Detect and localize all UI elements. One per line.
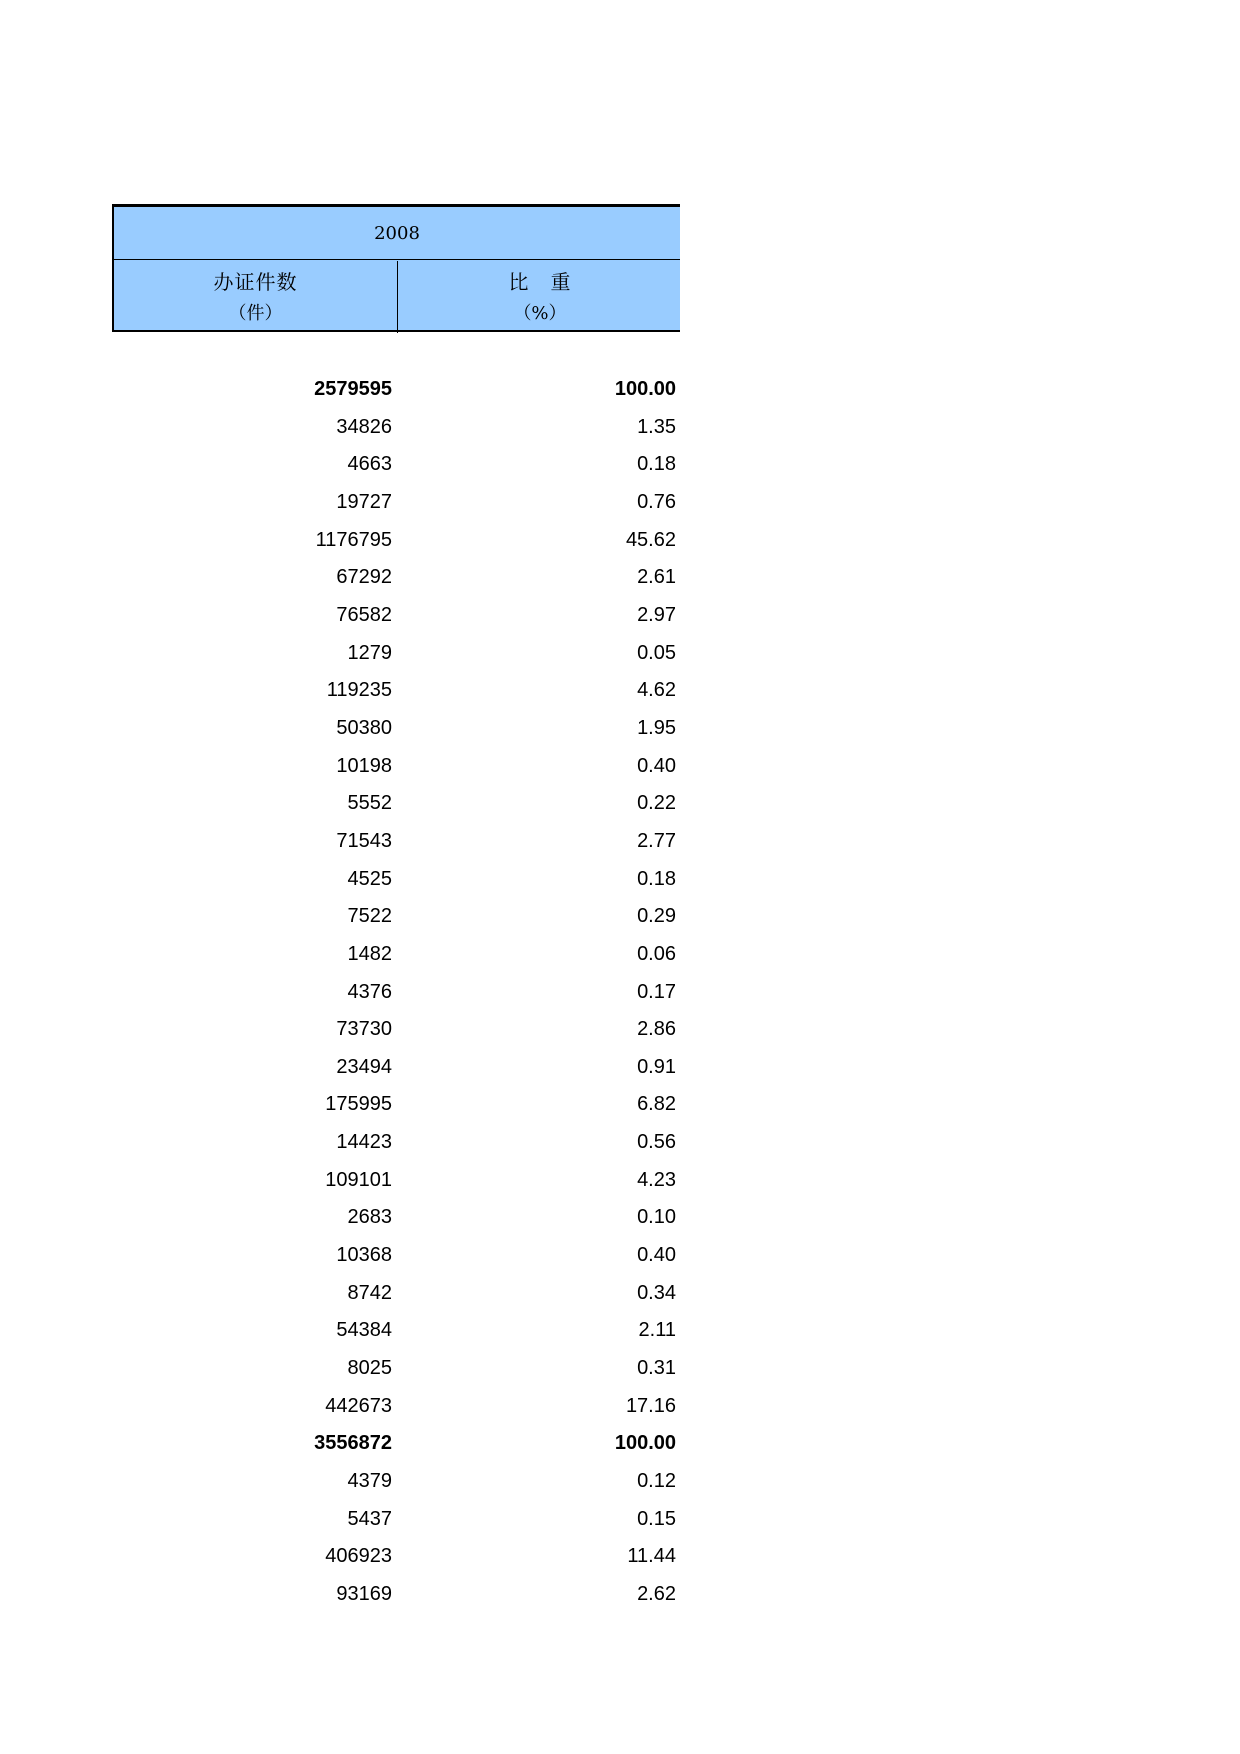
count-cell: 5552 — [347, 792, 392, 815]
share-cell: 0.18 — [637, 867, 676, 890]
count-cell: 175995 — [325, 1093, 392, 1116]
table-body — [112, 371, 680, 1614]
table-row-total — [112, 1425, 680, 1463]
table-row-total — [112, 371, 680, 409]
share-cell: 0.05 — [637, 641, 676, 664]
share-cell: 2.97 — [637, 603, 676, 626]
share-cell: 0.17 — [637, 980, 676, 1003]
share-cell: 17.16 — [625, 1394, 676, 1417]
count-cell: 119235 — [326, 679, 392, 702]
table-row — [112, 1011, 680, 1049]
table-row — [112, 1275, 680, 1313]
count-cell: 4379 — [347, 1470, 392, 1493]
share-cell: 0.91 — [637, 1055, 676, 1078]
table-row — [112, 446, 680, 484]
share-cell: 11.44 — [627, 1545, 676, 1568]
table-row — [112, 1350, 680, 1388]
count-cell: 4525 — [347, 867, 392, 890]
count-cell: 1176795 — [315, 528, 392, 551]
table-row — [112, 1199, 680, 1237]
count-cell: 3556872 — [314, 1432, 392, 1455]
count-cell: 1279 — [347, 641, 392, 664]
count-cell: 14423 — [336, 1131, 392, 1154]
share-cell: 6.82 — [637, 1093, 676, 1116]
table-row — [112, 1312, 680, 1350]
share-cell: 2.86 — [637, 1018, 676, 1041]
table-row — [112, 823, 680, 861]
table-row — [112, 936, 680, 974]
table-header — [112, 204, 680, 332]
count-cell: 10368 — [336, 1244, 392, 1267]
share-cell: 0.22 — [637, 792, 676, 815]
table-row — [112, 785, 680, 823]
share-cell: 1.35 — [637, 415, 676, 438]
count-cell: 8025 — [347, 1357, 392, 1380]
share-column-label: 比 重 — [508, 270, 572, 294]
share-cell: 100.00 — [614, 378, 676, 400]
table-row — [112, 522, 680, 560]
share-cell: 0.06 — [637, 942, 676, 965]
share-cell: 0.10 — [637, 1206, 676, 1229]
count-cell: 67292 — [336, 566, 392, 589]
count-cell: 406923 — [325, 1545, 392, 1568]
table-row — [112, 409, 680, 447]
share-cell: 0.40 — [637, 1244, 676, 1267]
share-cell: 0.56 — [637, 1131, 676, 1154]
table-row — [112, 861, 680, 899]
count-cell: 34826 — [336, 415, 392, 438]
table-row — [112, 1086, 680, 1124]
count-cell: 2579595 — [314, 378, 392, 400]
table-row — [112, 898, 680, 936]
share-cell: 0.40 — [637, 754, 676, 777]
table-row — [112, 1162, 680, 1200]
table-row — [112, 1538, 680, 1576]
share-cell: 0.12 — [637, 1470, 676, 1493]
table-row — [112, 1237, 680, 1275]
table-row — [112, 635, 680, 673]
share-cell: 4.23 — [637, 1168, 676, 1191]
share-column-header — [398, 261, 682, 333]
share-cell: 0.15 — [637, 1507, 676, 1530]
statistics-table — [112, 204, 680, 1605]
count-cell: 71543 — [336, 829, 392, 852]
share-cell: 2.61 — [637, 566, 676, 589]
table-row — [112, 974, 680, 1012]
share-cell: 0.34 — [637, 1281, 676, 1304]
table-row — [112, 484, 680, 522]
count-column-header — [114, 261, 398, 333]
table-row — [112, 1388, 680, 1426]
table-row — [112, 1576, 680, 1614]
share-cell: 0.18 — [637, 453, 676, 476]
count-cell: 5437 — [347, 1507, 392, 1530]
count-cell: 93169 — [336, 1583, 392, 1605]
count-cell: 109101 — [325, 1168, 392, 1191]
count-cell: 1482 — [347, 942, 392, 965]
table-row — [112, 597, 680, 635]
count-cell: 8742 — [347, 1281, 392, 1304]
share-cell: 2.11 — [638, 1319, 676, 1342]
share-cell: 4.62 — [637, 679, 676, 702]
table-row — [112, 748, 680, 786]
count-column-unit: （件） — [228, 303, 283, 324]
table-row — [112, 1501, 680, 1539]
table-row — [112, 1463, 680, 1501]
share-cell: 1.95 — [637, 716, 676, 739]
table-row — [112, 710, 680, 748]
count-cell: 19727 — [336, 490, 392, 513]
table-row — [112, 1124, 680, 1162]
share-cell: 0.31 — [637, 1357, 676, 1380]
count-cell: 73730 — [336, 1018, 392, 1041]
share-cell: 0.76 — [637, 490, 676, 513]
count-cell: 4663 — [347, 453, 392, 476]
count-cell: 2683 — [347, 1206, 392, 1229]
count-cell: 10198 — [336, 754, 392, 777]
share-column-unit: （%） — [513, 303, 567, 324]
share-cell: 0.29 — [637, 905, 676, 928]
count-cell: 4376 — [347, 980, 392, 1003]
count-cell: 7522 — [347, 905, 392, 928]
count-cell: 23494 — [336, 1055, 392, 1078]
table-row — [112, 1049, 680, 1087]
year-header: 2008 — [114, 207, 680, 260]
count-cell: 54384 — [336, 1319, 392, 1342]
count-cell: 76582 — [336, 603, 392, 626]
share-cell: 45.62 — [625, 528, 676, 551]
share-cell: 100.00 — [614, 1432, 676, 1455]
count-cell: 50380 — [336, 716, 392, 739]
count-cell: 442673 — [325, 1394, 392, 1417]
share-cell: 2.62 — [637, 1583, 676, 1605]
table-row — [112, 672, 680, 710]
table-row — [112, 559, 680, 597]
count-column-label: 办证件数 — [213, 270, 298, 294]
share-cell: 2.77 — [637, 829, 676, 852]
